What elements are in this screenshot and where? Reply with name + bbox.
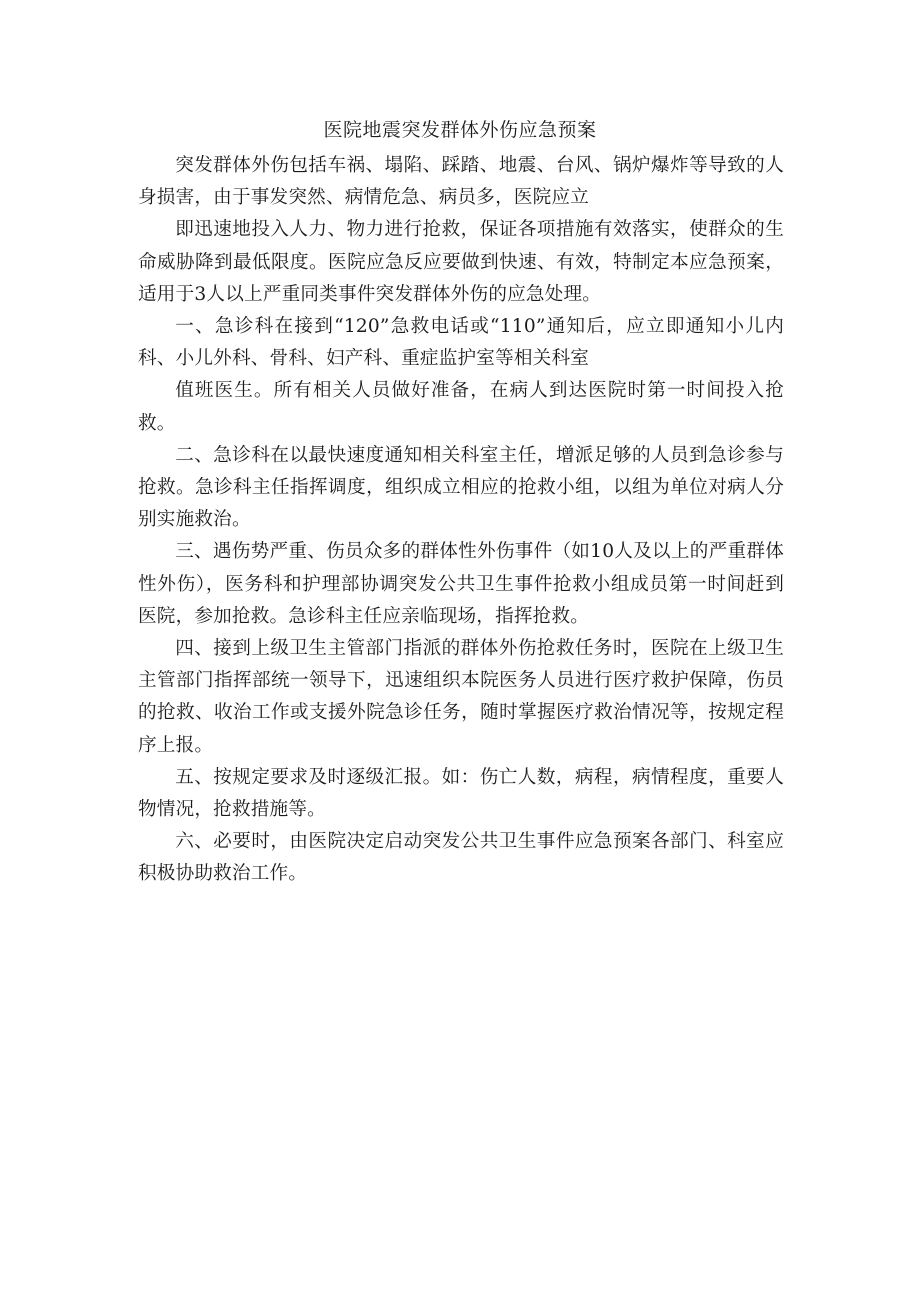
paragraph-item-1: 一、急诊科在接到“120”急救电话或“110”通知后，应立即通知小儿内科、小儿外科、骨科、妇产科、重症监护室等相关科室: [138, 316, 784, 370]
paragraph-item-4: 四、接到上级卫生主管部门指派的群体外伤抢救任务时，医院在上级卫生主管部门指挥部统一领导下，迅速组织本院医务人员进行医疗救护保障，伤员的抢救、收治工作或支援外院急诊任务，随时掌握医疗救治情况等，按规定程序上报。: [138, 638, 784, 756]
paragraph-item-5: 五、按规定要求及时逐级汇报。如：伤亡人数，病程，病情程度，重要人物情况，抢救措施等。: [138, 766, 784, 821]
paragraph-item-1-cont: 值班医生。所有相关人员做好准备，在病人到达医院时第一时间投入抢救。: [138, 380, 784, 434]
document-title: 医院地震突发群体外伤应急预案: [323, 119, 597, 141]
document-body: [138, 150, 784, 891]
paragraph-item-6: 六、必要时，由医院决定启动突发公共卫生事件应急预案各部门、科室应积极协助救治工作。: [138, 831, 784, 885]
paragraph-intro-1: 突发群体外伤包括车祸、塌陷、踩踏、地震、台风、锅炉爆炸等导致的人身损害，由于事发突然、病情危急、病员多，医院应立: [138, 155, 784, 209]
paragraph-item-2: 二、急诊科在以最快速度通知相关科室主任，增派足够的人员到急诊参与抢救。急诊科主任指挥调度，组织成立相应的抢救小组，以组为单位对病人分别实施救治。: [138, 444, 784, 531]
paragraph-item-3: 三、遇伤势严重、伤员众多的群体性外伤事件（如10人及以上的严重群体性外伤），医务科和护理部协调突发公共卫生事件抢救小组成员第一时间赶到医院，参加抢救。急诊科主任应亲临现场，指挥抢救。: [138, 541, 784, 627]
paragraph-intro-2: 即迅速地投入人力、物力进行抢救，保证各项措施有效落实，使群众的生命威胁降到最低限度。医院应急反应要做到快速、有效，特制定本应急预案，适用于3人以上严重同类事件突发群体外伤的应急处理。: [138, 219, 784, 305]
